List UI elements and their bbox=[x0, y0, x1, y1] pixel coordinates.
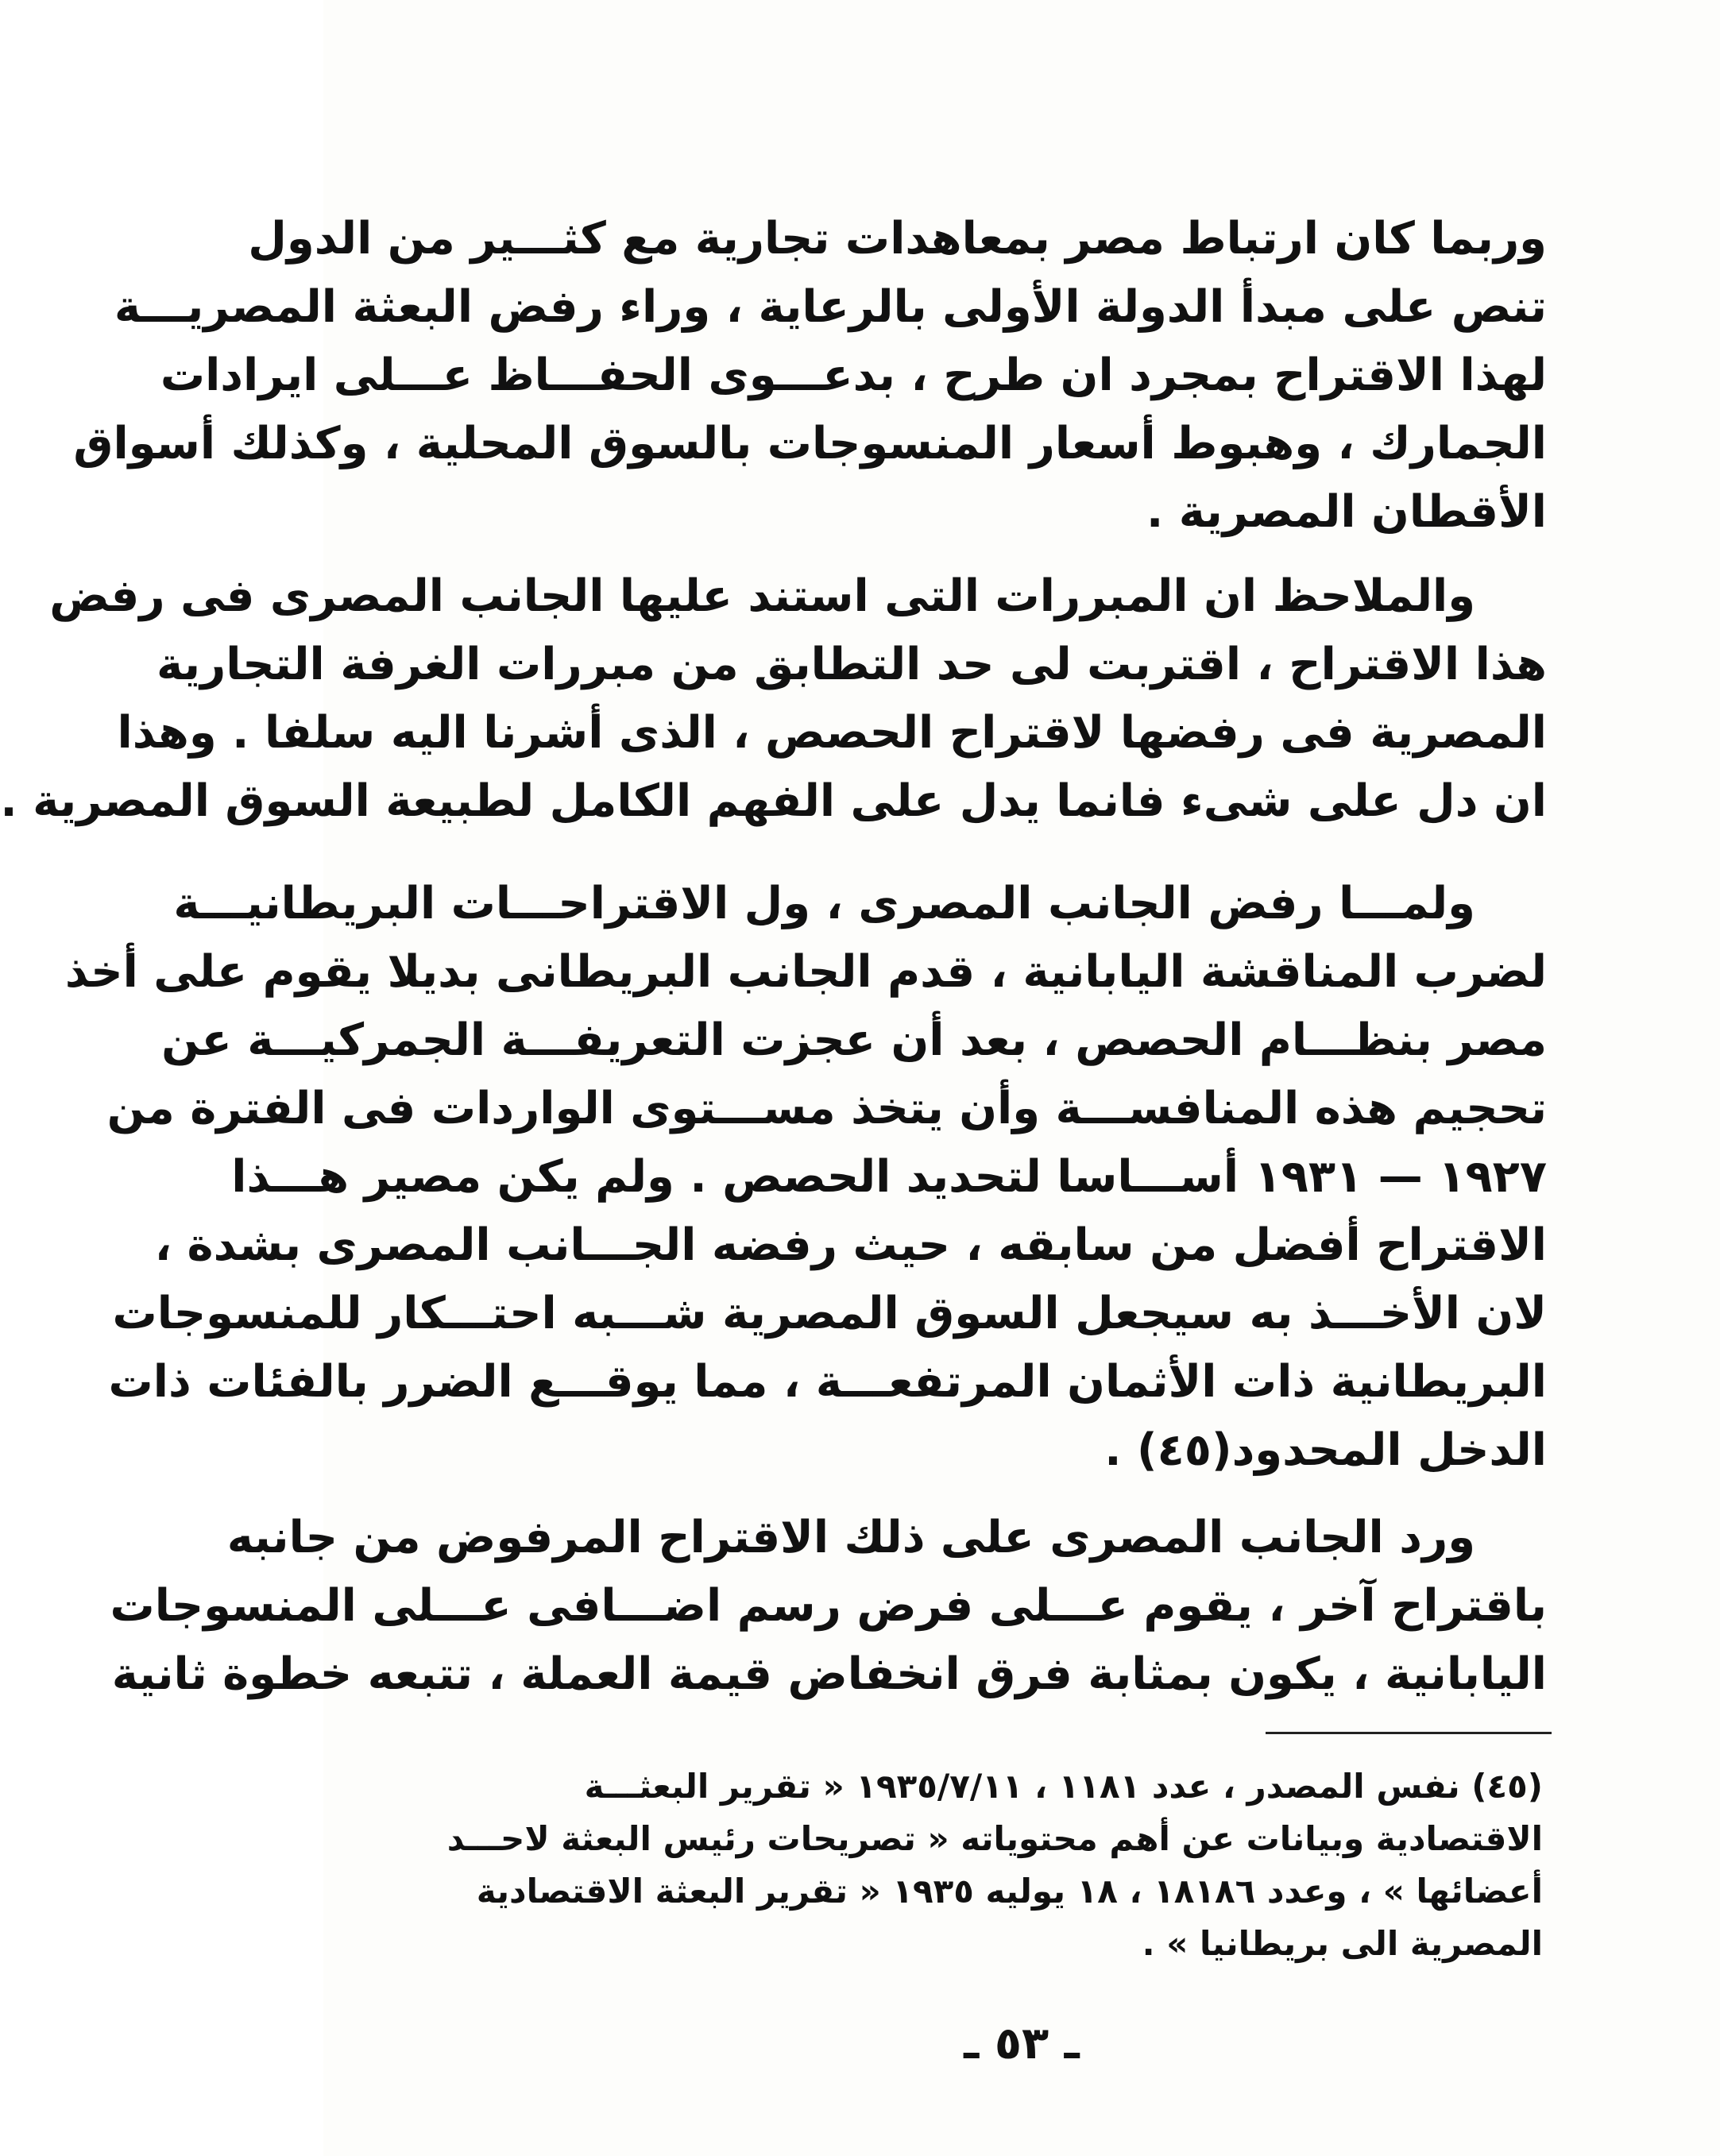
paragraph-line: وربما كان ارتباط مصر بمعاهدات تجارية مع كثـــير من الدول bbox=[248, 213, 1547, 265]
paragraph-line: الأقطان المصرية . bbox=[1146, 486, 1547, 538]
footnote-line: المصرية الى بريطانيا » . bbox=[1142, 1924, 1543, 1963]
paragraph-line: تحجيم هذه المنافســـة وأن يتخذ مســـتوى الواردات فى الفترة من bbox=[106, 1083, 1547, 1134]
paragraph-line: لان الأخـــذ به سيجعل السوق المصرية شـــبه احتـــكار للمنسوجات bbox=[112, 1288, 1547, 1339]
paragraph-line: ورد الجانب المصرى على ذلك الاقتراح المرفوض من جانبه bbox=[226, 1512, 1475, 1563]
footnote-line: (٤٥) نفس المصدر ، عدد ١١٨١ ، ١٩٣٥/٧/١١ « تقرير البعثـــة bbox=[584, 1767, 1543, 1806]
footnote-line: الاقتصادية وبيانات عن أهم محتوياته « تصريحات رئيس البعثة لاحـــد bbox=[446, 1819, 1543, 1858]
paragraph-line: هذا الاقتراح ، اقتربت لى حد التطابق من مبررات الغرفة التجارية bbox=[157, 639, 1547, 690]
paragraph-line: ١٩٢٧ — ١٩٣١ أســـاسا لتحديد الحصص . ولم يكن مصير هـــذا bbox=[231, 1151, 1547, 1203]
paragraph-line: الجمارك ، وهبوط أسعار المنسوجات بالسوق المحلية ، وكذلك أسواق bbox=[73, 418, 1547, 469]
paragraph-1 bbox=[73, 205, 1547, 547]
paragraph-line: ان دل على شىء فانما يدل على الفهم الكامل لطبيعة السوق المصرية . bbox=[0, 775, 1547, 827]
page-number: ـ ٥٣ ـ bbox=[964, 2018, 1080, 2069]
paragraph-line: باقتراح آخر ، يقوم عـــلى فرض رسم اضـــافى عـــلى المنسوجات bbox=[110, 1580, 1547, 1632]
paragraph-line: الدخل المحدود(٤٥) . bbox=[1104, 1424, 1547, 1476]
paragraph-line: لضرب المناقشة اليابانية ، قدم الجانب البريطانى بديلا يقوم على أخذ bbox=[64, 946, 1547, 998]
paragraph-line: ولمـــا رفض الجانب المصرى ، ول الاقتراحـــات البريطانيـــة bbox=[173, 878, 1475, 929]
paragraph-line: المصرية فى رفضها لاقتراح الحصص ، الذى أشرنا اليه سلفا . وهذا bbox=[117, 707, 1547, 759]
paragraph-line: اليابانية ، يكون بمثابة فرق انخفاض قيمة العملة ، تتبعه خطوة ثانية bbox=[111, 1648, 1547, 1700]
paragraph-line: تنص على مبدأ الدولة الأولى بالرعاية ، وراء رفض البعثة المصريـــة bbox=[114, 281, 1547, 333]
paragraph-4 bbox=[110, 1504, 1547, 1709]
footnote bbox=[446, 1760, 1543, 1970]
paragraph-line: الاقتراح أفضل من سابقه ، حيث رفضه الجـــانب المصرى بشدة ، bbox=[154, 1219, 1547, 1271]
paragraph-line: والملاحظ ان المبررات التى استند عليها الجانب المصرى فى رفض bbox=[49, 570, 1475, 622]
paragraph-3 bbox=[64, 870, 1547, 1485]
paragraph-line: لهذا الاقتراح بمجرد ان طرح ، بدعـــوى الحفـــاظ عـــلى ايرادات bbox=[160, 350, 1547, 401]
footnote-line: أعضائها » ، وعدد ١٨١٨٦ ، ١٨ يوليه ١٩٣٥ « تقرير البعثة الاقتصادية bbox=[476, 1872, 1543, 1911]
paragraph-line: مصر بنظـــام الحصص ، بعد أن عجزت التعريفـــة الجمركيـــة عن bbox=[161, 1014, 1547, 1066]
paragraph-2 bbox=[0, 562, 1547, 836]
paragraph-line: البريطانية ذات الأثمان المرتفعـــة ، مما يوقـــع الضرر بالفئات ذات bbox=[108, 1356, 1547, 1408]
footnote-separator bbox=[1266, 1732, 1552, 1734]
